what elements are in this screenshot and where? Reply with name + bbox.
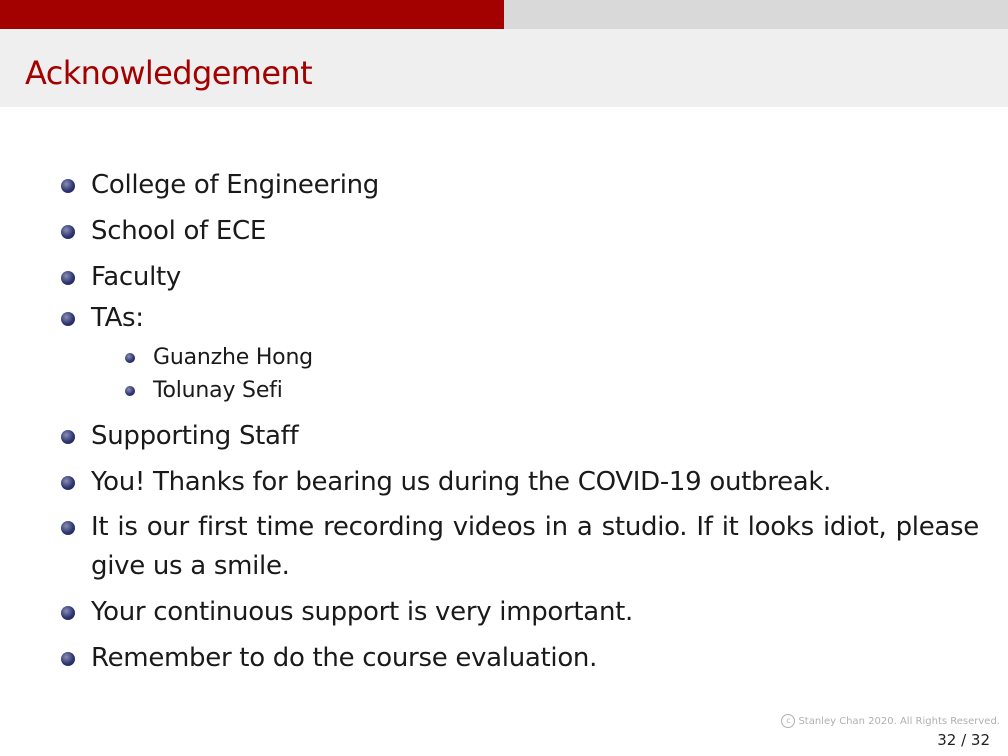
- bullet-ball-icon: [61, 521, 75, 535]
- page-number: 32 / 32: [937, 731, 990, 749]
- sub-bullet-ball-icon: [125, 386, 135, 396]
- bullet-ball-icon: [61, 271, 75, 285]
- bullet-ball-icon: [61, 476, 75, 490]
- sub-bullet-ball-icon: [125, 353, 135, 363]
- ta-name: Guanzhe Hong: [153, 345, 313, 370]
- bullet-item: It is our first time recording videos in a studio. If it looks idiot, please give us a smile.: [91, 512, 979, 581]
- bullet-ball-icon: [61, 606, 75, 620]
- bullet-item: Remember to do the course evaluation.: [91, 643, 598, 673]
- copyright-notice: [781, 714, 1000, 728]
- copyright-icon: c: [781, 714, 795, 728]
- slide-title: Acknowledgement: [25, 54, 313, 92]
- bullet-ball-icon: [61, 430, 75, 444]
- bullet-ball-icon: [61, 179, 75, 193]
- bullet-item: Your continuous support is very important.: [91, 597, 633, 627]
- bullet-item: Faculty: [91, 262, 181, 292]
- bullet-item: TAs:: [91, 303, 144, 333]
- bullet-ball-icon: [61, 225, 75, 239]
- bullet-item: You! Thanks for bearing us during the COVID-19 outbreak.: [91, 467, 832, 497]
- ta-name: Tolunay Sefi: [153, 378, 283, 403]
- bullet-item: College of Engineering: [91, 170, 379, 200]
- bullet-item: School of ECE: [91, 216, 267, 246]
- bullet-ball-icon: [61, 652, 75, 666]
- bullet-ball-icon: [61, 312, 75, 326]
- copyright-text: Stanley Chan 2020. All Rights Reserved.: [798, 716, 1000, 727]
- bullet-item: Supporting Staff: [91, 421, 299, 451]
